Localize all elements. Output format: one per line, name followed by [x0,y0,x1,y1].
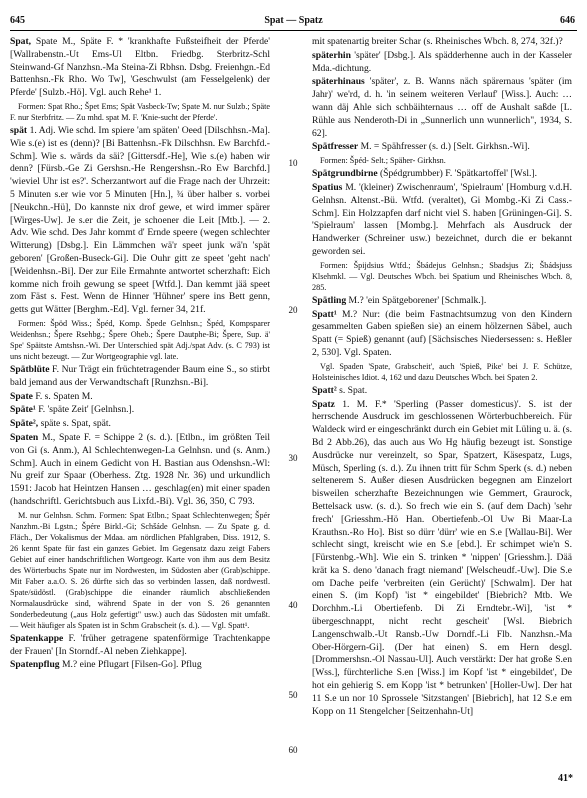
entry-lemma: Späte², [10,418,39,430]
entry-lemma: spät [10,124,28,136]
left-column [10,36,270,673]
entry-lemma: Spätling [312,294,347,306]
right-column [312,36,572,719]
entry-lemma: Spätblüte [10,363,50,375]
entry-text: M. '(kleiner) Zwischenraum', 'Spielraum' [Homburg v.d.H. Gelnhsn. Altenst.-Bü. Wtfd. (veraltet), Gi Mombg.-Ki Zi Cass.-Schm]. Ein Holzzapfen darf nicht viel S. haben [Grüningen-Gi]. S. 'Spielraum' lassen [Mombg.]. Mehrfach als Ausdruck der Handwerker (Schreiner usw.) bezeichnet, durch die er bekannt geworden sei. [312,181,572,257]
header-rule [10,30,577,31]
page-number-right: 646 [560,15,575,26]
entry-text: Formen: Spat Rho.; Špet Ems; Spät Vasbeck-Tw; Spate M. nur Sulzb.; Späte F. nur Sterbfritz. — Zu mhd. spat M. F. 'Knie-sucht der Pferde'. [10,101,270,122]
dictionary-entry [312,182,572,259]
entry-text: s. Spat. [336,384,368,396]
line-number: 10 [288,158,298,168]
line-number: 20 [288,305,298,315]
entry-note [10,318,270,362]
entry-lemma: Spatius [312,181,343,193]
entry-note [10,510,270,631]
running-title: Spat — Spatz [264,15,323,26]
dictionary-entry [10,404,270,417]
entry-text: mit spatenartig breiter Schar (s. Rheinisches Wbch. 8, 274, 32f.)? [312,36,563,47]
entry-lemma: Spatt¹ [312,308,337,320]
dictionary-entry [312,309,572,360]
dictionary-entry [312,399,572,719]
dictionary-entry [312,385,572,398]
entry-lemma: Spätfresser [312,141,359,153]
dictionary-entry [312,168,572,181]
dictionary-entry [10,125,270,317]
entry-text: Formen: Špijdsius Wtfd.; Šbádejus Gelnhsn.; Sbadsjus Zi; Šbádsjuss Klsehmkl. — Vgl. Deutsches Wbch. bei Spatium und Rheinisches Wbch. 8, 285. [312,260,572,292]
entry-text: Spate M., Späte F. * 'krankhafte Fußsteifheit der Pferde' [Wallrabenstn.-Ut Ems-Ul Eltbn. Friedbg. Sterbritz-Schl Steinwand-Gf Nanzhsn.-Ma Steina-Zi Rbhsn. Dsbg. Freienhgn.-Ed Battenhsn.-Fk Rho. Wo Tw], 'Geschwulst (am Fesselgelenk) der Pferde' [Sulzb.-Hö]. Vgl. auch Rehe¹ 1. [10,36,270,99]
entry-text: M.? eine Pflugart [Filsen-Go]. Pflug [59,659,202,671]
entry-note [312,260,572,293]
dictionary-entry [10,633,270,659]
dictionary-entry [10,36,270,100]
entry-lemma: späterhin [312,49,351,61]
entry-text: 'später', z. B. Wanns näch spärernaus 'später (im Jahr)' we'rd, d. h. 'in seinem weiteren Verlauf' [Wiss.]. Auch: … wann däj Ahle sich schbäihternaus … off de Aushalt saßde [L. Rühle aus Nenderoth-Di in „Sunnerlich unn wunnerlich", 1934, S. 62]. [312,76,572,139]
entry-text: 1. Adj. Wie schd. Im spiere 'am späten' Oeed [Dilschhsn.-Ma]. Wie s.(e) ist es (denn)? [Bi Battenhsn.-Fk Dilschhsn. Ew Barchfd.-Schm]. Wie s. wärds da säi? [Gittersdf.-He], Wie s.(e) haben wir denn? [Fürsb.-Ge Zi Gershsn.-He Rengershsn.-Ro Ew Barchfd.] 'wieviel Uhr ist es?'. Scherzantwort auf die Frage nach der Uhrzeit: 5 Minuten s.er wie vor 5 Minuten [Hn.], ¾ über halber s. vorbei [Neukchn.-Hü], Do kannste nix drof gewe, et wird immer spärer [Wirges-Uw]. Je s.er die Zeit, je schoener die Leit [Mtb.]. — 2. Adv. Wie schd. Des Jahr kommt d' Ernde speere (wegen schlechter Witterung) [Dsbg.]. Ein Lämmchen wä'r speet junk wä'n 'spät geboren' [Großen-Buseck-Gi]. Die Ouhr gitt ze speet 'geht nach' [Weidenhsn.-Bi]. Der zur Eile Ermahnte antwortet scherzhaft: Eich komme nich froih gewung se speet [Wtfd.]. Dan kemmt jää speet zom Fäst s. Fest. Wenn de Hinner 'Hühner' spere ins Bett genn, getts gut Wätter [Berghm.-Ed]. Vgl. ferner 34, 21f. [10,124,270,316]
entry-lemma: Spätgrundbirne [312,168,378,180]
entry-text: 'später' [Dsbg.]. Als spädderhenne auch in der Kasseler Mda.-dichtung. [312,49,572,74]
dictionary-entry [312,76,572,140]
entry-text: F. Nur Trägt ein früchtetragender Baum eine S., so stirbt bald jemand aus der Verwandtschaft [Runzhsn.-Bi]. [10,363,270,388]
dictionary-entry [312,36,572,49]
line-number: 60 [288,745,298,755]
entry-text: F. s. Spaten M. [32,390,93,402]
entry-text: M.? Nur: (die beim Fastnachtsumzug von den Kindern gesammelten Gaben spießen sie) an einem hölzernen Säbel, auch Spatt (= Spieß) genannt (auf) [Sächsisches Niedersessen: s. Heßler 2, 530]. Vgl. Spaten. [312,308,572,358]
entry-text: M.? 'ein Spätgeborener' [Schmalk.]. [346,294,487,306]
entry-note [10,101,270,123]
entry-note [312,155,572,166]
page-number-left: 645 [10,15,25,26]
dictionary-entry [10,432,270,509]
entry-lemma: Spatt² [312,384,337,396]
dictionary-entry [312,295,572,308]
entry-lemma: Spatenkappe [10,632,64,644]
dictionary-entry [312,50,572,76]
line-number: 30 [288,453,298,463]
entry-note [312,361,572,383]
entry-lemma: Spate [10,390,33,402]
entry-lemma: Spatz [312,398,335,410]
entry-text: M. nur Gelnhsn. Schm. Formen: Spat Etlbn.; Spaat Schlechtenwegen; Špér Nanzhm.-Bi Lgstn.; Špére Birkl.-Gi; Schšáde Gelnhsn. — Zu Spate g. d. Fläch., Der Vokalismus der Mdaa. am nördlichen Pfahlgraben, Diss. 1912, S. 26 kennt Spate für fast ein ganzes Gebiet. Im Gegensatz dazu zeigt Fabers Gebiet auf einer handschriftlichen Wortgeogr. Karte von ihm aus dem Besitz des Wörterbuchs Spate nur im Nordwesten, im Südosten aber (Grab)schippe. Mit Faber a.a.O. S. 26 dürfte sich das so verbinden lassen, daß nordwestl. Spate/südöstl. (Grab)schippe die einander räumlich abschließenden Normalausdrücke sind, während Spate in der von S. 26 genannten Sonderbedeutung („aus Holz gefertigt" usw.) auch das Südosten mit umfaßt. — Weit häufiger als Spaten ist in Schm Grabscheit (s. d.). — Vgl. Spatt¹. [10,510,270,630]
signature-mark: 41* [558,773,573,784]
entry-text: M., Spate F. = Schippe 2 (s. d.). [Etlbn., im größten Teil von Gi (s. Anm.), Al Schlechtenwegen-La Gelnhsn. und (s. Anm.) Schm]. Auch in einem Gedicht von H. Bastian aus Odenshsn.-Wl: Nu greif zur Spaar (Oberhess. Ztg. 1928 Nr. 36) und urkundlich 1591: Jacob hat Heintzen Hansen … geschlag(en) mit einer spaden (handschriftl. Gerichtsbuch aus Lixfd.-Bi). Vgl. 36, 350, C 793. [10,431,270,507]
entry-text: F. 'späte Zeit' [Gelnhsn.]. [35,404,135,416]
entry-text: F. 'früher getragene spatenförmige Trachtenkappe der Frauen' [In Storndf.-Al neben Ziehkappe]. [10,632,270,657]
entry-lemma: Spatenpflug [10,659,60,671]
dictionary-entry [10,391,270,404]
dictionary-entry [10,418,270,431]
entry-text: M. = Spähfresser (s. d.) [Selt. Girkhsn.-Wi]. [358,141,530,153]
entry-text: Formen: Špöd Wiss.; Špéd, Komp. Špede Gelnhsn.; Špéd, Kompsparer Weidenhsn.; Špere Rsehbg.; Špere Oheb.; Špere Dautphe-Bi; Špere, Sup. ä' Spe' Späitste Amtshsn.-Wi. Der Unterschied spät Adj./spat Adv. (s. C 793) ist uns nicht bezeugt. — Zur Wortgeographie vgl. late. [10,318,270,361]
entry-text: Vgl. Spaden 'Spate, Grabscheit', auch 'Spieß, Pike' bei J. F. Schütze, Holsteinisches Idiot. 4, 162 und dazu Deutsches Wbch. bei Spaten 2. [312,361,572,382]
entry-text: (Špédgrumbber) F. 'Spätkartoffel' [Wsl.]. [377,168,538,180]
entry-lemma: späterhinaus [312,76,365,88]
entry-text: 1. M. F.* 'Sperling (Passer domesticus)'. S. ist der herrschende Ausdruck im geschlossenen Wörterbuchbereich. Für Waldeck wird er eingeschränkt durch ein Gebiet mit Lüling u. ä. (s. Bd 2 Abb.26), das auch aus Wo Hg häufig bezeugt ist. Sonstige Ausdrücke nur vereinzelt, so Spar, Spatzert, Käsespatz, Lugs, Müsch, Sperling (s. d.). Zu ihnen tritt für Schm Sperk (s. d.) neben seltenerem S. Außer diesen Ausdrücken begegnen am Einzelort bisweilen scherzhafte Bezeichnungen wie Gemmert, Graurock, Bettelsack usw. (s. d.). So frech wie ein S. (auf dem Dach) 'sehr frech' [Griesshm.-Hö Han. Obertiefenb.-Ol Uw Bi Maar-La Krauthsn.-Ro Ho]. Bist so dürr 'dürr' wie en S.e [Wallau-Bi]. Wer schlecht singt, kreischt wie en S.e [ebd.]. Er schimpet wie'n S. [Fürstenbg.-Wh]. Wie ein S. trinken * 'nippen' [Griesshm.]. Dää krät ka S. deno 'danach fragt niemand' [Welscheudf.-Uw]. Die S.e om Dache peife 'verbreiten (ein Gerücht)' [Schwalm]. Der hat einen S. (im Kopf) 'ist * eingebildet' [Biebrich? Mtb. We Dorchhm.-Li Obertiefenb. Di Zi Erndtebr.-Wi], 'ist * übergeschnappt, nicht recht gescheit' [Wsl. Biebrich Langenschwalb.-Ut Ransb.-Uw Dorndf.-Li Flb. Nanzhsn.-Ma Ober-Hörgern-Gi]. (Der hat einen) S. em Hern desgl. [Drommershsn.-Ol Nassau-Ul]. Auch verstärkt: Der hat große S.en [Wss.], fürchterliche S.en [Wiss.] im Kopf 'ist * eingebildet', De hot ein gehierig S. em Kopp 'ist * betrunken' [Holler-Uw]. Der hat 11 S.e un nor 10 Sprossele 'Sitzstangen' [Biebrich], hat 12 S.e em Kopp on 11 Stengelcher [Seitzenhahn-Ut] [312,398,572,717]
line-number: 50 [288,690,298,700]
dictionary-entry [312,141,572,154]
entry-lemma: Späte¹ [10,404,36,416]
entry-lemma: Spaten [10,431,39,443]
entry-text: späte s. Spat, spät. [38,418,111,430]
entry-text: Formen: Špéd- Selt.; Späher- Girkhsn. [320,156,446,166]
dictionary-entry [10,364,270,390]
entry-lemma: Spat, [10,36,32,47]
dictionary-entry [10,659,270,672]
line-number: 40 [288,600,298,610]
